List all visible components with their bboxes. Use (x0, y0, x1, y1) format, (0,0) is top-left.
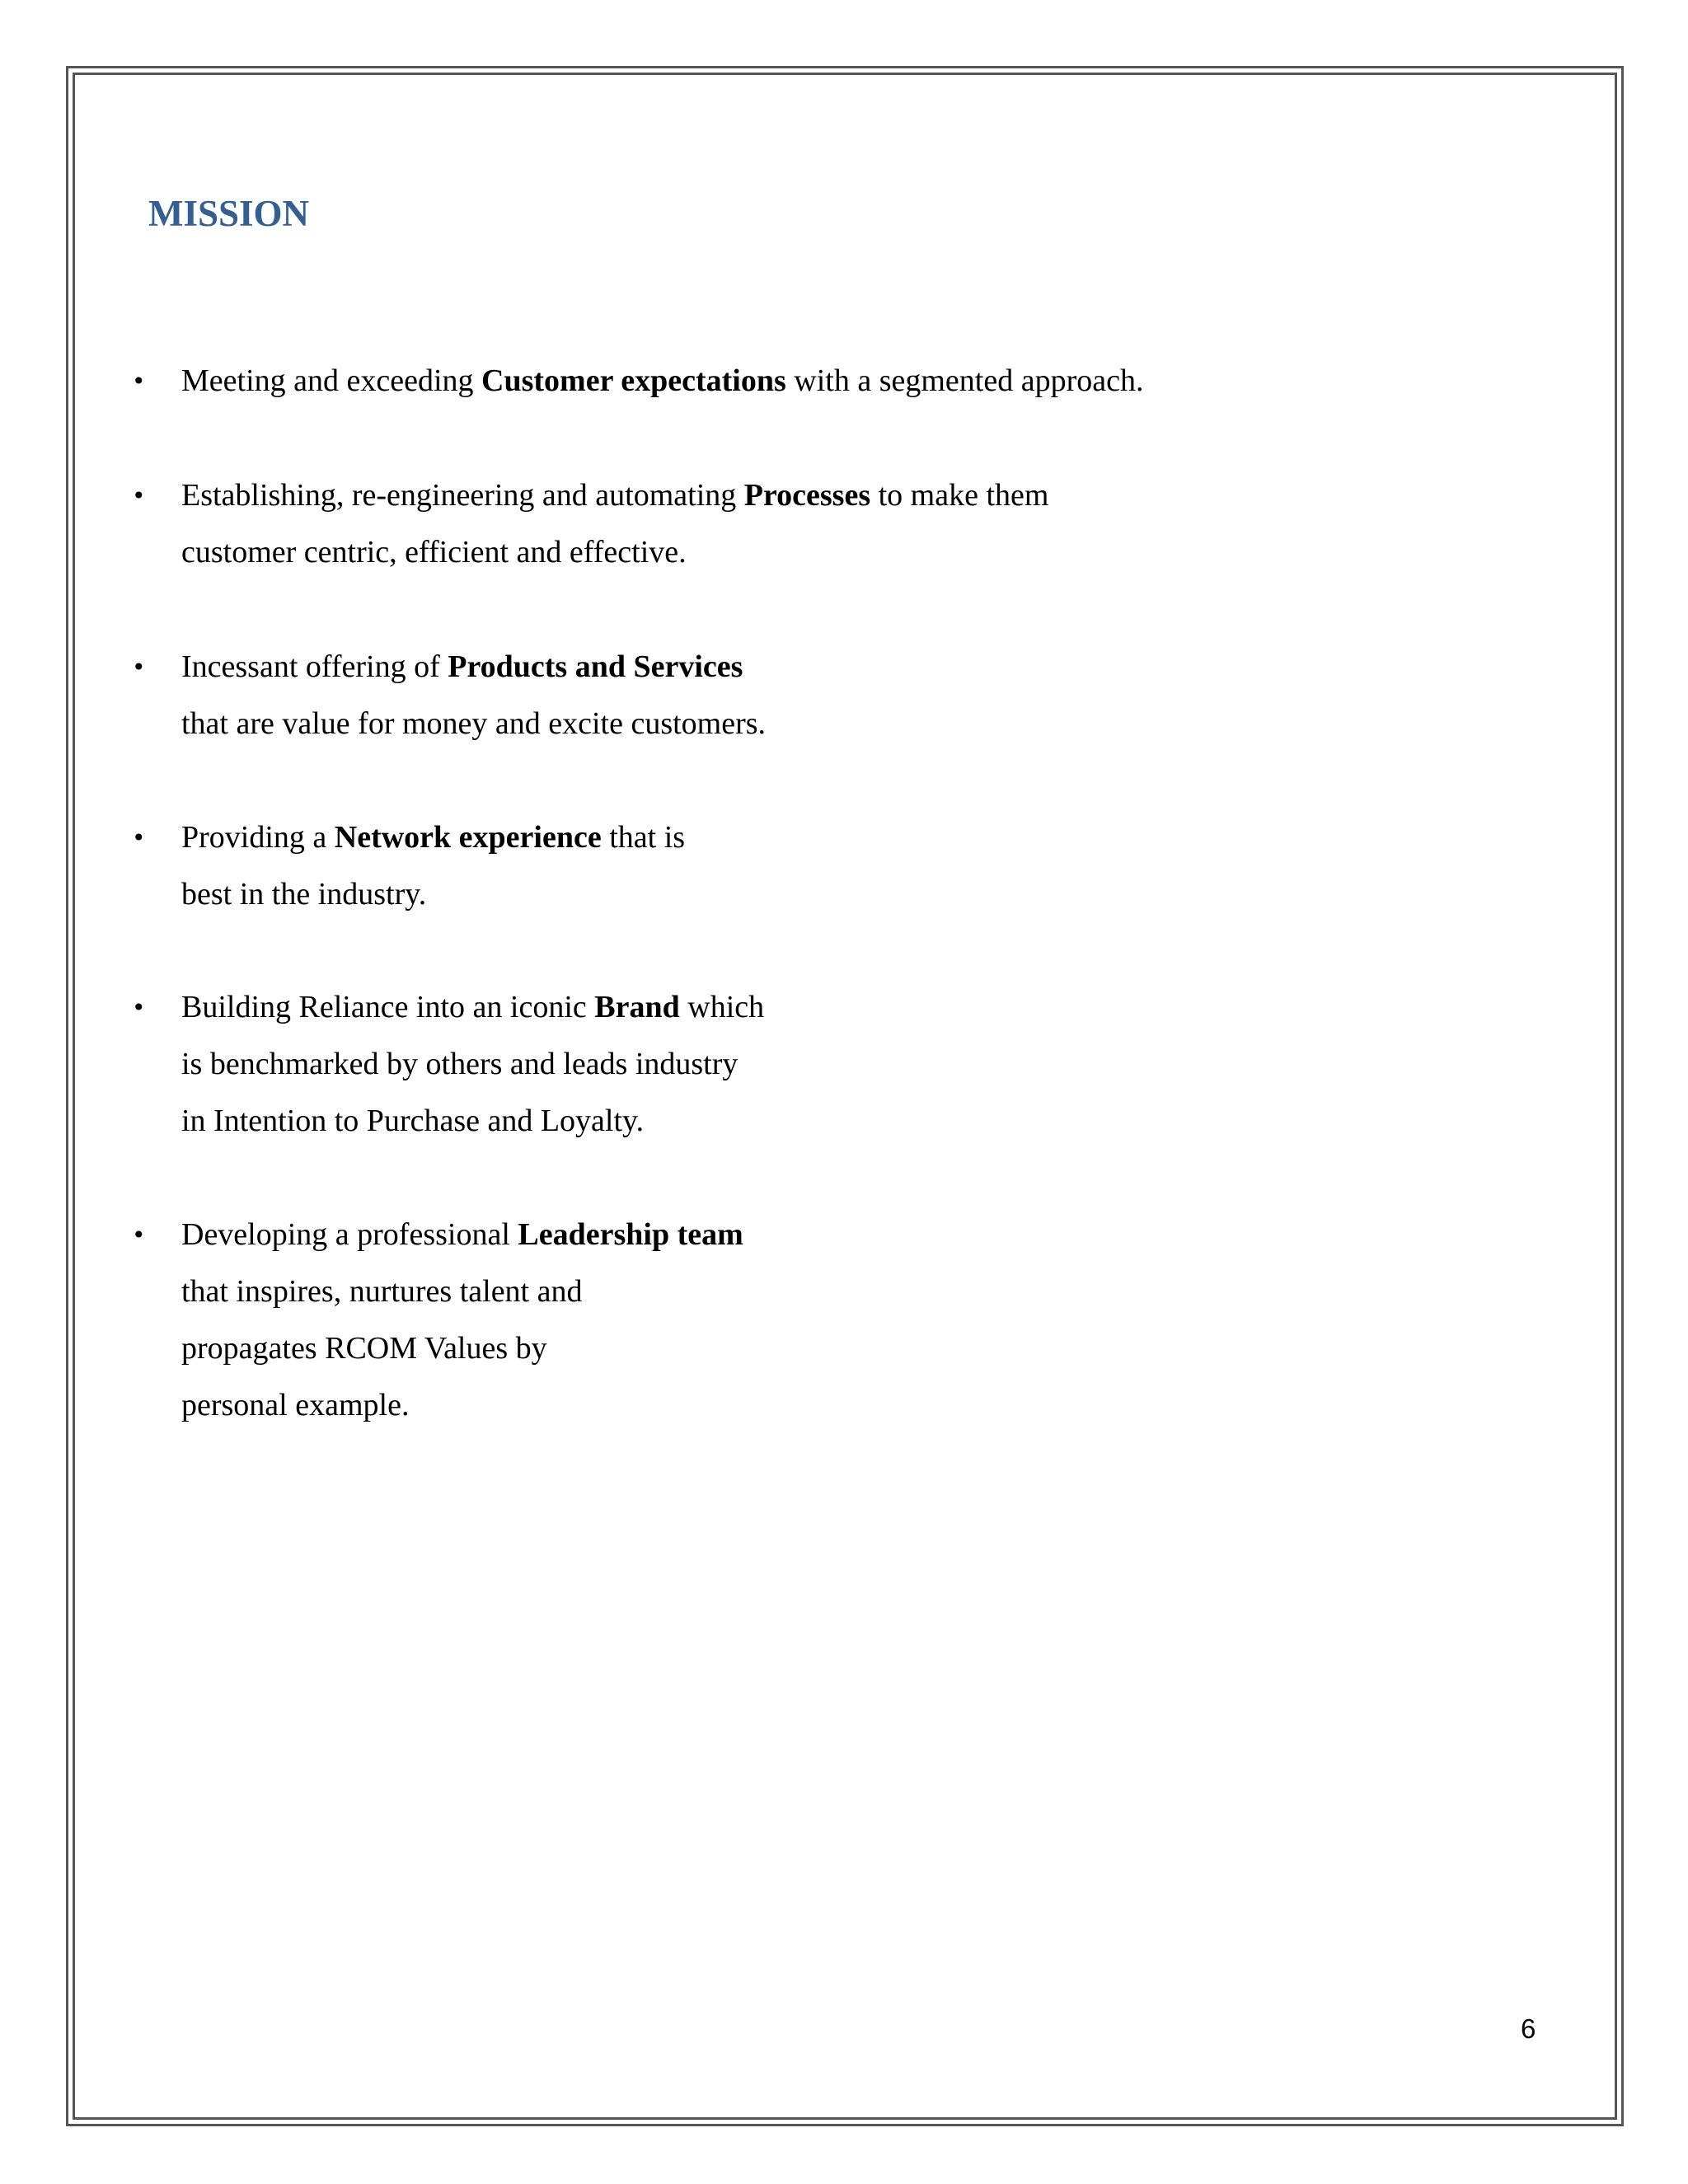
mission-item-text (181, 353, 1500, 410)
line-text: Developing a professional (181, 1217, 518, 1252)
line-text: propagates RCOM Values by (181, 1331, 547, 1366)
line-emphasis: Products and Services (448, 649, 743, 684)
line-emphasis: Brand (594, 990, 680, 1024)
mission-item-line (181, 809, 1500, 866)
bullet-icon: • (132, 1221, 146, 1249)
line-text: that are value for money and excite customers. (181, 706, 767, 741)
mission-item-text (181, 979, 1500, 1150)
mission-item-line (181, 979, 1500, 1036)
mission-item-line (181, 866, 1500, 923)
line-text-continued: which (679, 990, 765, 1024)
line-text: is benchmarked by others and leads industry (181, 1047, 738, 1081)
line-text: Establishing, re-engineering and automating (181, 478, 744, 513)
mission-item-line (181, 1263, 1500, 1320)
bullet-icon: • (132, 654, 146, 681)
mission-item-line (181, 696, 1500, 752)
mission-item-text (181, 467, 1500, 581)
mission-item-line (181, 1377, 1500, 1434)
mission-item-line (181, 353, 1500, 410)
line-text-continued: that is (601, 820, 686, 855)
line-emphasis: Customer expectations (481, 363, 786, 398)
line-text: that inspires, nurtures talent and (181, 1274, 583, 1309)
line-text-continued: with a segmented approach. (785, 363, 1144, 398)
mission-item-text (181, 639, 1500, 752)
mission-item-line (181, 467, 1500, 524)
line-text: best in the industry. (181, 877, 427, 912)
line-emphasis: Processes (743, 478, 871, 513)
bullet-icon: • (132, 482, 146, 509)
line-emphasis: Network experience (334, 820, 602, 855)
line-text: Building Reliance into an iconic (181, 990, 595, 1024)
line-text: Incessant offering of (181, 649, 448, 684)
line-text-continued: to make them (870, 478, 1049, 513)
line-text: personal example. (181, 1388, 410, 1422)
line-text: customer centric, efficient and effective. (181, 535, 687, 569)
page-number: 6 (1521, 2013, 1536, 2044)
mission-item-text (181, 809, 1500, 923)
mission-item-line (181, 1093, 1500, 1150)
mission-item-line (181, 1207, 1500, 1263)
mission-item-line (181, 524, 1500, 581)
line-text: Meeting and exceeding (181, 363, 482, 398)
bullet-icon: • (132, 368, 146, 395)
line-text: Providing a (181, 820, 335, 855)
mission-item-line (181, 639, 1500, 696)
mission-item-line (181, 1036, 1500, 1093)
line-text: in Intention to Purchase and Loyalty. (181, 1104, 645, 1138)
mission-item-line (181, 1320, 1500, 1377)
bullet-icon: • (132, 994, 146, 1021)
line-emphasis: Leadership team (518, 1217, 743, 1252)
mission-item-text (181, 1207, 1500, 1434)
bullet-icon: • (132, 824, 146, 851)
page-heading: MISSION (148, 193, 310, 234)
